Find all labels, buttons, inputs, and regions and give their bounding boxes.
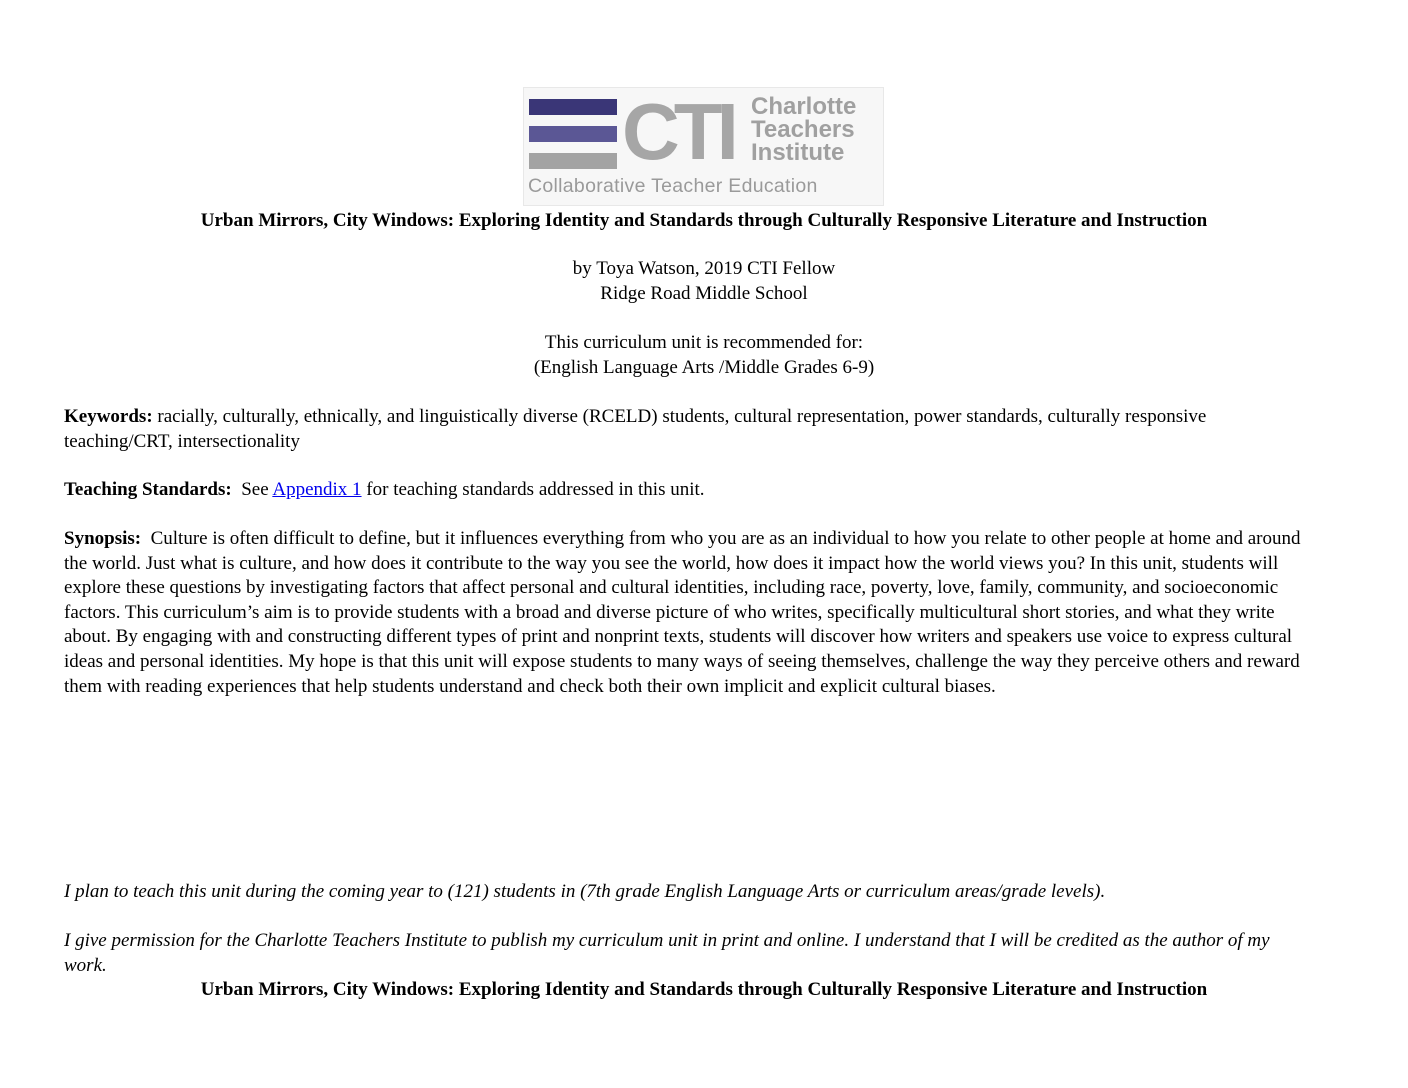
logo-tagline: Collaborative Teacher Education <box>528 175 818 197</box>
logo-bar-light <box>529 153 617 169</box>
logo-name-line-2: Teachers <box>751 116 855 143</box>
synopsis-label: Synopsis: <box>64 528 142 549</box>
footer-title: Urban Mirrors, City Windows: Exploring Identity and Standards through Culturally Responsive Literature and Instruction <box>200 979 1208 1000</box>
school-name: Ridge Road Middle School <box>600 283 808 304</box>
logo-name-line-1: Charlotte <box>751 93 857 120</box>
keywords-label: Keywords: <box>64 406 153 427</box>
logo-mark-text: CTI <box>622 87 733 176</box>
recommended-label: This curriculum unit is recommended for: <box>544 332 864 353</box>
logo-name-line-3: Institute <box>751 139 845 166</box>
permission-statement: I give permission for the Charlotte Teachers Institute to publish my curriculum unit in print and online. I understand that I will be credited as the author of my work. <box>64 930 1270 976</box>
logo-bar-mid <box>529 126 617 142</box>
plan-statement: I plan to teach this unit during the coming year to (121) students in (7th grade English Language Arts or curriculum areas/grade levels). <box>64 881 1106 902</box>
logo-org-name <box>751 95 856 164</box>
keywords-text: racially, culturally, ethnically, and linguistically diverse (RCELD) students, cultural representation, power standards, culturally responsive teaching/CRT, intersectionality <box>64 406 1207 452</box>
synopsis-paragraph <box>64 527 1304 699</box>
teaching-standards-paragraph <box>64 478 1314 503</box>
appendix-1-link[interactable]: Appendix 1 <box>272 479 362 500</box>
keywords-paragraph <box>64 405 1314 454</box>
synopsis-text: Culture is often difficult to define, but it influences everything from who you are as an individual to how you relate to other people at home and around the world. Just what is culture, and how does it contribute to the way you see the world, how does it impact how the world views you? In this unit, students will explore these questions by investigating factors that affect personal and cultural identities, including race, poverty, love, family, community, and socioeconomic factors. This curriculum’s aim is to provide students with a broad and diverse picture of who writes, specifically multicultural short stories, and what they write about. By engaging with and constructing different types of print and nonprint texts, students will discover how writers and speakers use voice to express cultural ideas and personal identities. My hope is that this unit will expose students to many ways of seeing themselves, challenge the way they perceive others and reward them with reading experiences that help students understand and check both their own implicit and explicit cultural biases. <box>64 528 1306 697</box>
teaching-standards-prefix: See <box>231 479 273 500</box>
document-title: Urban Mirrors, City Windows: Exploring Identity and Standards through Culturally Responsive Literature and Instruction <box>200 210 1208 231</box>
recommended-value: (English Language Arts /Middle Grades 6-9) <box>533 357 875 378</box>
teaching-standards-suffix: for teaching standards addressed in this unit. <box>361 479 705 500</box>
teaching-standards-label: Teaching Standards: <box>64 479 232 500</box>
author-byline: by Toya Watson, 2019 CTI Fellow <box>572 258 836 279</box>
logo-bar-dark <box>529 99 617 115</box>
cti-logo <box>523 87 884 206</box>
